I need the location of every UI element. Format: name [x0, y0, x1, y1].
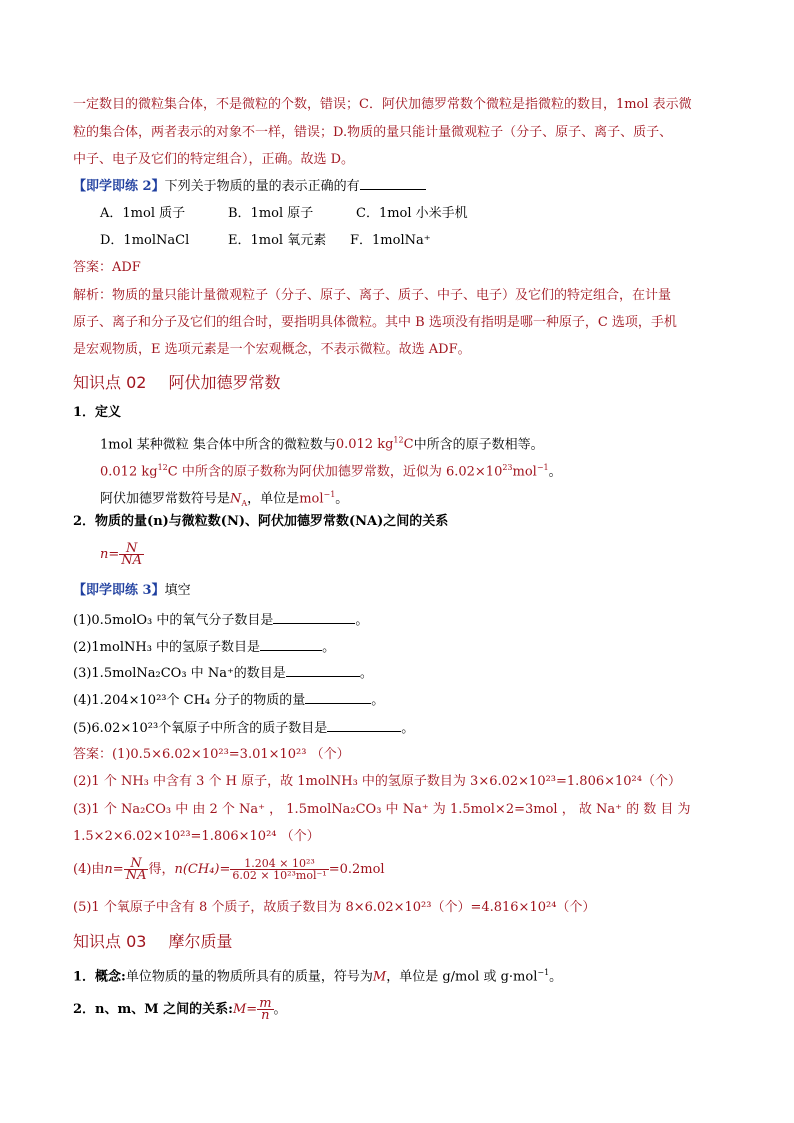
question-4	[73, 691, 384, 710]
fraction-numerator: N	[124, 858, 149, 870]
period: 。	[549, 969, 563, 985]
fraction	[119, 543, 144, 566]
mass-value: 0.012 kg	[335, 437, 394, 453]
period: 。	[355, 613, 369, 628]
relation-line	[73, 998, 287, 1021]
exercise-title: 填空	[164, 583, 191, 598]
answer-blank	[327, 719, 401, 732]
question-1	[73, 611, 368, 630]
section-number: 知识点 02	[73, 373, 147, 392]
formula-lhs: M=	[232, 1002, 258, 1017]
formula-lhs-ch4: n(CH₄)=	[174, 862, 231, 877]
question-2	[73, 638, 335, 657]
definition-line-2: 0.012 $kg^{12}C$ 中所含的原子数称为阿伏加德罗常数，近似为 $6.02\times 10^{23}mol^{-1}$。	[100, 463, 562, 480]
formula-n	[100, 543, 144, 566]
option-f: F．1molNa⁺	[350, 233, 431, 248]
period: 。	[322, 640, 336, 655]
answer-blank	[273, 611, 355, 624]
exercise-2-answer: 答案：ADF	[73, 260, 141, 275]
fraction-ch4	[230, 858, 328, 881]
exercise-tag: 【即学即练 3】	[73, 583, 165, 598]
option-d: D．1molNaCl	[100, 233, 190, 248]
symbol-m: M	[372, 969, 387, 985]
analysis-line-2: 原子、离子和分子及它们的组合时，要指明具体微粒。其中 B 选项没有指明是哪一种原子，C 选项，手机	[73, 315, 677, 330]
question-text: (4)1.204×10²³个 CH₄ 分子的物质的量	[73, 693, 306, 708]
symbol-text: 阿伏加德罗常数符号是	[100, 491, 231, 507]
option-b: B．1mol 原子	[228, 206, 314, 221]
concept-text: 单位物质的量的物质所具有的质量，符号为	[125, 969, 373, 985]
fraction-denominator: NA	[121, 553, 143, 568]
period: 。	[273, 1002, 287, 1017]
question-text: (2)1molNH₃ 中的氢原子数目是	[73, 640, 261, 655]
fraction-numerator: m	[259, 996, 272, 1011]
definition-text-end: 中所含的原子数相等。	[413, 437, 544, 453]
intro-line-2: 粒的集合体，两者表示的对象不一样，错误；D.物质的量只能计量微观粒子（分子、原子、离子、质子、	[73, 125, 673, 140]
period: 。	[401, 721, 415, 736]
answer-blank	[286, 664, 360, 677]
exercise-tag: 【即学即练 2】	[73, 179, 165, 194]
section-number: 知识点 03	[73, 932, 147, 951]
mass-value: 0.012 kg	[100, 464, 158, 480]
fraction-numerator: 1.204 × 10²³	[230, 858, 328, 870]
carbon-symbol: C	[403, 437, 414, 453]
answer-blank	[260, 638, 322, 651]
answer-1: 答案：(1)0.5×6.02×10²³=3.01×10²³ （个）	[73, 747, 350, 762]
avogadro-definition: C 中所含的原子数称为阿伏加德罗常数，近似为 6.02×10	[167, 464, 503, 480]
options-row-1	[100, 205, 484, 223]
section-title: 阿伏加德罗常数	[168, 373, 281, 392]
formula-lhs: n=	[100, 547, 120, 562]
symbol-sub-a: A	[241, 498, 248, 508]
section-title: 摩尔质量	[168, 932, 233, 951]
question-3	[73, 664, 373, 683]
period: 。	[371, 693, 385, 708]
answer-3a: (3)1 个 Na₂CO₃ 中 由 2 个 Na⁺ ， 1.5molNa₂CO₃ 中 Na⁺ 为 1.5mol×2=3mol ， 故 Na⁺ 的 数 目 为	[73, 802, 691, 817]
analysis-line-1: 解析：物质的量只能计量微观粒子（分子、原子、离子、质子、中子、电子）及它们的特定组合，在计量	[73, 288, 672, 303]
definition-line-3: 阿伏加德罗常数符号是$N_A$，单位是mol$^{-1}$。	[100, 490, 349, 508]
fraction-numerator: N	[119, 543, 144, 555]
formula-lhs: n=	[104, 862, 124, 877]
exercise-2-question	[73, 177, 426, 196]
definition-line-1: 1mol 某种微粒 集合体中所含的微粒数与0.012 $kg^{12}C$中所含的原子数相等。	[100, 436, 544, 453]
subheading-definition: 1．定义	[73, 405, 122, 420]
section-heading-kp02	[73, 370, 280, 393]
answer-3b: 1.5×2×6.02×10²³=1.806×10²⁴ （个）	[73, 829, 320, 844]
concept-line: 1．概念:单位物质的量的物质所具有的质量，符号为M，单位是 g/mol 或 g·mol$^{-1}$。	[73, 968, 563, 985]
intro-line-3: 中子、电子及它们的特定组合），正确。故选 D。	[73, 152, 355, 167]
fraction-denominator: n	[261, 1008, 270, 1023]
symbol-n: N	[230, 491, 242, 507]
unit-text: ，单位是 g/mol 或 g·mol	[386, 969, 538, 985]
concept-label: 1．概念:	[73, 969, 126, 985]
question-text: 下列关于物质的量的表示正确的有	[164, 179, 360, 194]
analysis-line-3: 是宏观物质，E 选项元素是一个宏观概念，不表示微粒。故选 ADF。	[73, 342, 471, 357]
question-5	[73, 719, 414, 738]
options-row-2	[100, 232, 478, 250]
period: 。	[335, 491, 349, 507]
period: 。	[548, 464, 562, 480]
fraction-denominator: NA	[125, 868, 147, 883]
answer-4-result: =0.2mol	[328, 862, 385, 877]
unit-text: ，单位是	[247, 491, 300, 507]
unit-mol: mol	[299, 491, 324, 507]
answer-blank	[360, 177, 426, 190]
exercise-3-heading	[73, 582, 191, 600]
fraction	[257, 998, 273, 1021]
answer-5: (5)1 个氧原子中含有 8 个质子，故质子数目为 8×6.02×10²³（个）=4.816×10²⁴（个）	[73, 900, 596, 915]
subheading-relation: 2．物质的量(n)与微粒数(N)、阿伏加德罗常数(NA)之间的关系	[73, 514, 449, 529]
unit: mol	[512, 464, 537, 480]
question-text: (1)0.5molO₃ 中的氧气分子数目是	[73, 613, 274, 628]
answer-4	[73, 858, 385, 881]
option-a: A．1mol 质子	[100, 206, 186, 221]
option-c: C．1mol 小米手机	[356, 206, 468, 221]
question-text: (3)1.5molNa₂CO₃ 中 Na⁺的数目是	[73, 666, 286, 681]
option-e: E．1mol 氧元素	[228, 233, 327, 248]
period: 。	[359, 666, 373, 681]
answer-4-connector: 得，	[148, 862, 175, 877]
intro-line-1: 一定数目的微粒集合体，不是微粒的个数，错误；C．阿伏加德罗常数个微粒是指微粒的数目，1mol 表示微	[73, 97, 692, 112]
fraction-denominator: 6.02 × 10²³mol⁻¹	[232, 869, 327, 882]
section-heading-kp03	[73, 929, 232, 952]
question-text: (5)6.02×10²³个氧原子中所含的质子数目是	[73, 721, 328, 736]
answer-4-prefix: (4)由	[73, 862, 105, 877]
fraction	[124, 858, 149, 881]
definition-text: 1mol 某种微粒 集合体中所含的微粒数与	[100, 437, 336, 453]
answer-blank	[305, 691, 371, 704]
relation-label: 2．n、m、M 之间的关系:	[73, 1002, 233, 1017]
answer-2: (2)1 个 NH₃ 中含有 3 个 H 原子，故 1molNH₃ 中的氢原子数目为 3×6.02×10²³=1.806×10²⁴（个）	[73, 774, 681, 789]
